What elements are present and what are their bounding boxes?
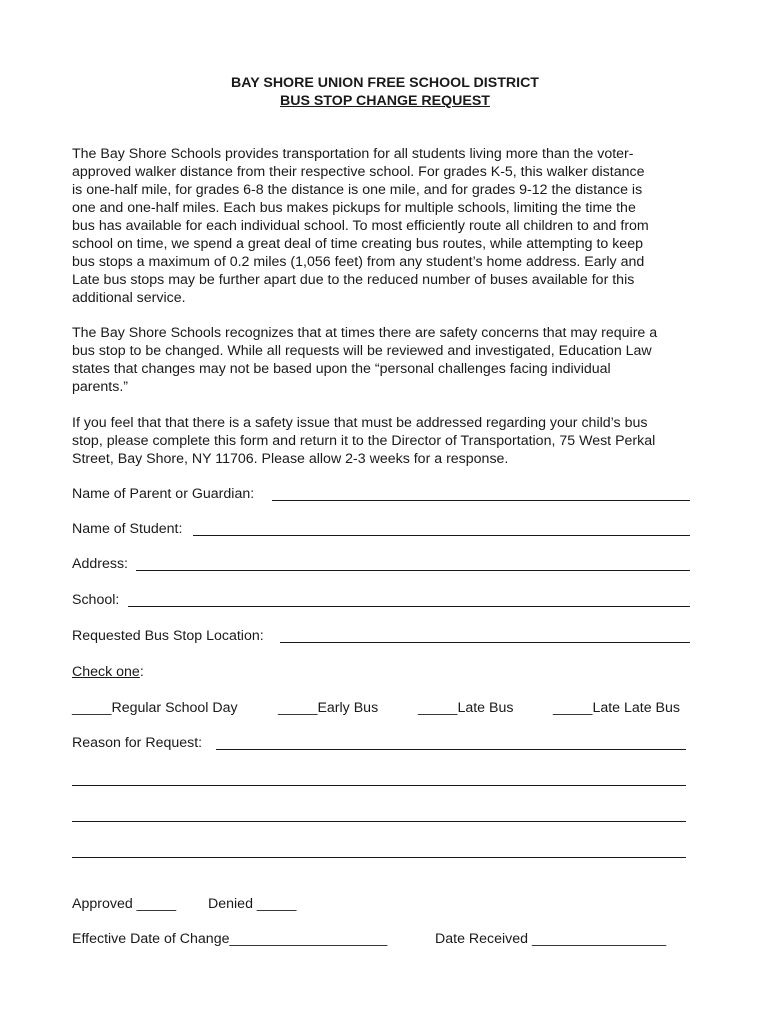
- safety-paragraph: The Bay Shore Schools recognizes that at times there are safety concerns that may require a bus stop to be changed. While all requests will be reviewed and investigated, Education Law states that changes may not be based upon the “personal challenges facing individual parents.”: [72, 325, 658, 395]
- reason-field-line-2[interactable]: [72, 785, 686, 786]
- option-late-bus[interactable]: _____Late Bus: [418, 700, 514, 716]
- reason-field-line-3[interactable]: [72, 821, 686, 822]
- reason-field-line-4[interactable]: [72, 857, 686, 858]
- reason-field-line-1[interactable]: [216, 749, 686, 750]
- location-label: Requested Bus Stop Location:: [72, 628, 264, 644]
- effective-date-field[interactable]: Effective Date of Change____________________: [72, 931, 388, 947]
- address-field[interactable]: [136, 570, 690, 571]
- location-field[interactable]: [280, 642, 690, 643]
- option-early-bus[interactable]: _____Early Bus: [278, 700, 379, 716]
- check-one-label: Check one: [72, 664, 140, 680]
- student-name-field[interactable]: [193, 535, 690, 536]
- approved-field[interactable]: Approved _____: [72, 896, 177, 912]
- address-label: Address:: [72, 556, 128, 572]
- student-name-label: Name of Student:: [72, 521, 183, 537]
- reason-label: Reason for Request:: [72, 735, 203, 751]
- parent-name-label: Name of Parent or Guardian:: [72, 486, 255, 502]
- intro-paragraph: The Bay Shore Schools provides transportation for all students living more than the voter- approved walker distance from their respective school. For grades K-5, this walker distance is one-half mile, for grades 6-8 the distance is one mile, and for grades 9-12 the distance is one and one-half miles. Each bus makes pickups for multiple schools, limiting the time the bus has available for each individual school. To most efficiently route all children to and from school on time, we spend a great deal of time creating bus routes, while attempting to keep bus stops a maximum of 0.2 miles (1,056 feet) from any student’s home address. Early and Late bus stops may be further apart due to the reduced number of buses available for this additional service.: [72, 146, 649, 306]
- instructions-paragraph: If you feel that that there is a safety issue that must be addressed regarding your child’s bus stop, please complete this form and return it to the Director of Transportation, 75 West Perkal Street, Bay Shore, NY 11706. Please allow 2-3 weeks for a response.: [72, 415, 656, 467]
- option-late-late-bus[interactable]: _____Late Late Bus: [553, 700, 681, 716]
- date-received-field[interactable]: Date Received _________________: [435, 931, 667, 947]
- check-one-colon: :: [139, 664, 144, 680]
- option-regular-school-day[interactable]: _____Regular School Day: [72, 700, 238, 716]
- form-title: BUS STOP CHANGE REQUEST: [280, 93, 490, 109]
- denied-field[interactable]: Denied _____: [208, 896, 297, 912]
- check-one-heading: [72, 664, 144, 680]
- school-field[interactable]: [128, 606, 690, 607]
- district-title: BAY SHORE UNION FREE SCHOOL DISTRICT: [231, 75, 539, 91]
- school-label: School:: [72, 592, 120, 608]
- parent-name-field[interactable]: [272, 500, 690, 501]
